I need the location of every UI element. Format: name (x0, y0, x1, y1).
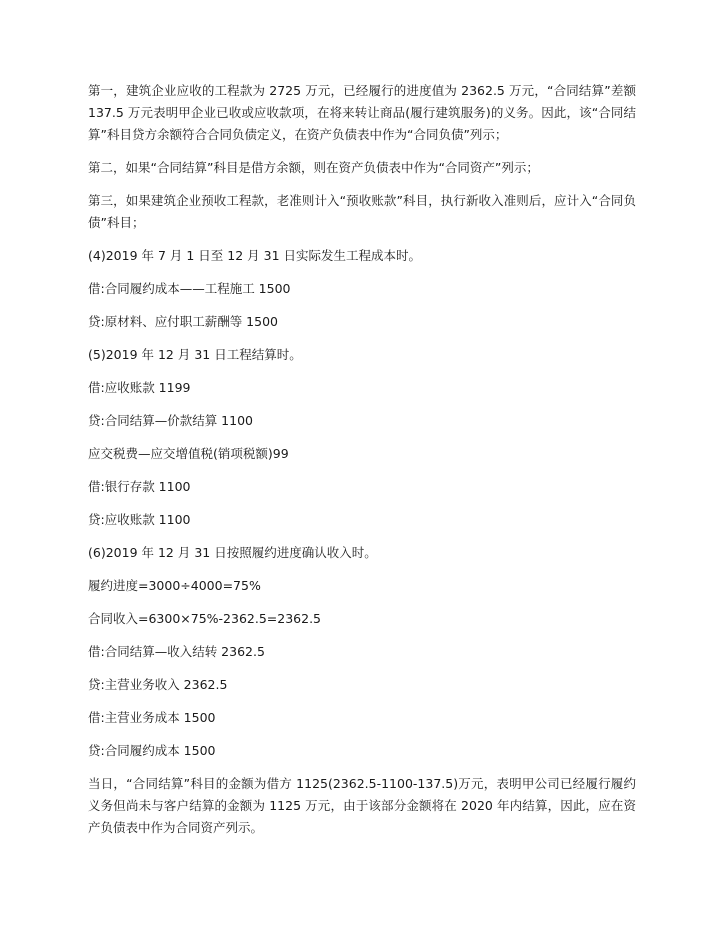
journal-entry-line: 贷:合同履约成本 1500 (88, 743, 216, 758)
paragraph-conclusion: 当日，“合同结算”科目的金额为借方 1125(2362.5-1100-137.5)万元，表明甲公司已经履行履约义务但尚未与客户结算的金额为 1125 万元，由于该部分金额将在 2020 年内结算，因此，应在资产负债表中作为合同资产列示。 (88, 776, 636, 835)
journal-entry-line: 借:主营业务成本 1500 (88, 710, 216, 725)
calculation-line: 履约进度=3000÷4000=75% (88, 578, 261, 593)
journal-entry-line: 借:合同履约成本——工程施工 1500 (88, 281, 291, 296)
journal-entry-line: 贷:主营业务收入 2362.5 (88, 677, 228, 692)
document-body (88, 80, 636, 850)
journal-entry-line: 贷:合同结算—价款结算 1100 (88, 413, 253, 428)
step-4-heading: (4)2019 年 7 月 1 日至 12 月 31 日实际发生工程成本时。 (88, 248, 421, 263)
step-5-heading: (5)2019 年 12 月 31 日工程结算时。 (88, 347, 302, 362)
journal-entry-line: 借:应收账款 1199 (88, 380, 191, 395)
paragraph-third-point: 第三，如果建筑企业预收工程款，老准则计入“预收账款”科目，执行新收入准则后，应计入“合同负债”科目； (88, 193, 636, 230)
journal-entry-line: 借:合同结算—收入结转 2362.5 (88, 644, 265, 659)
journal-entry-line: 贷:原材料、应付职工薪酬等 1500 (88, 314, 278, 329)
calculation-line: 合同收入=6300×75%-2362.5=2362.5 (88, 611, 322, 626)
journal-entry-line: 贷:应收账款 1100 (88, 512, 191, 527)
paragraph-first-point: 第一，建筑企业应收的工程款为 2725 万元，已经履行的进度值为 2362.5 万元，“合同结算”差额 137.5 万元表明甲企业已收或应收款项，在将来转让商品(履行建筑服务)的义务。因此，该“合同结算”科目贷方余额符合合同负债定义，在资产负债表中作为“合同负债”列示； (88, 83, 636, 142)
journal-entry-line: 应交税费—应交增值税(销项税额)99 (88, 446, 289, 461)
journal-entry-line: 借:银行存款 1100 (88, 479, 191, 494)
paragraph-second-point: 第二，如果“合同结算”科目是借方余额，则在资产负债表中作为“合同资产”列示； (88, 160, 539, 175)
step-6-heading: (6)2019 年 12 月 31 日按照履约进度确认收入时。 (88, 545, 377, 560)
